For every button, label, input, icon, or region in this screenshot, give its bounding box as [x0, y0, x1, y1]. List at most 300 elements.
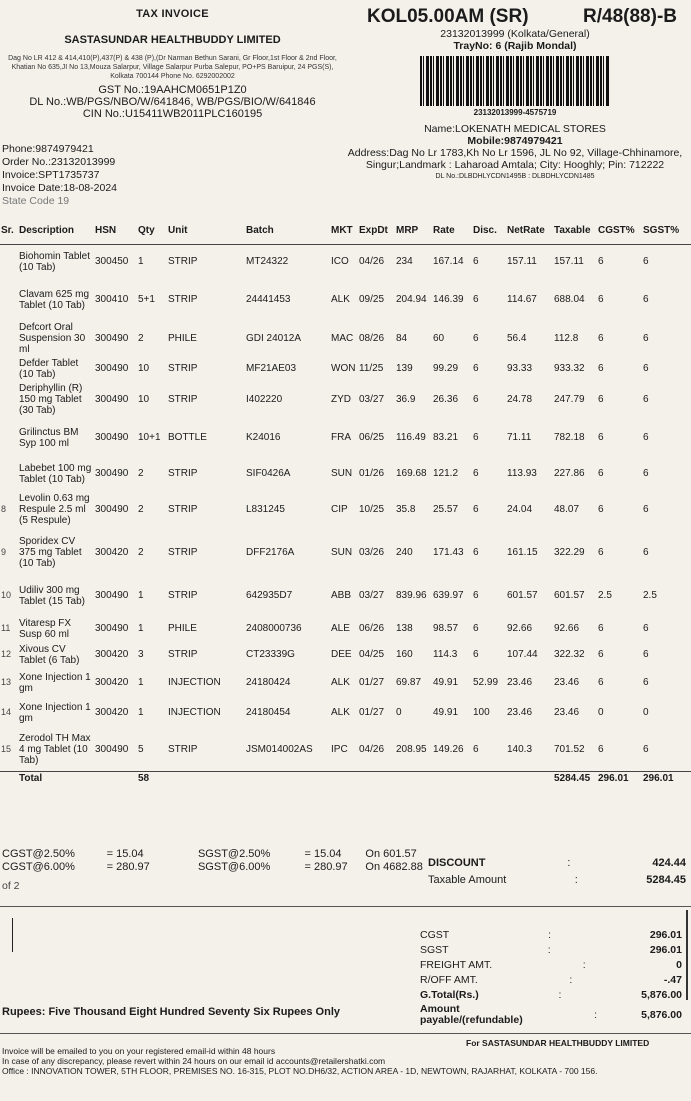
cell-batch: I402220: [246, 394, 283, 405]
cell-qty: 10: [138, 394, 150, 405]
cell-disc: 100: [473, 707, 490, 718]
cell-sr: 13: [1, 677, 12, 687]
cell-hsn: 300490: [95, 363, 129, 374]
cell-desc: Defder Tablet (10 Tab): [19, 357, 79, 380]
cell-qty: 5+1: [138, 294, 155, 305]
gst-number: GST No.:19AAHCM0651P1Z0: [98, 84, 247, 96]
tax-summary-cell: On 601.57: [365, 848, 417, 860]
cell-batch: 2408000736: [246, 623, 302, 634]
cell-exp: 06/26: [359, 623, 385, 634]
cell-unit: STRIP: [168, 649, 198, 660]
cell-net: 140.3: [507, 743, 533, 755]
cell-mrp: 0: [396, 707, 402, 718]
summary-colon: :: [548, 928, 551, 941]
taxable-row: [428, 871, 686, 888]
column-header: Qty: [137, 216, 167, 245]
cell-net: 24.04: [507, 504, 533, 515]
cell-sr: 14: [1, 707, 12, 717]
table-row: [0, 616, 691, 642]
cell-mkt: ABB: [331, 590, 352, 601]
tray-number: TrayNo: 6 (Rajib Mondal): [453, 40, 577, 52]
cell-unit: STRIP: [168, 294, 198, 305]
cin-number: CIN No.:U15411WB2011PLC160195: [82, 108, 263, 120]
cell-sgst: 6: [643, 363, 649, 374]
cell-disc: 6: [473, 363, 479, 374]
cell-unit: STRIP: [168, 547, 198, 558]
cell-taxable: 92.66: [554, 623, 580, 634]
taxable-value: 5284.45: [646, 873, 686, 886]
invoice-date: Invoice Date:18-08-2024: [2, 182, 117, 194]
column-header: NetRate: [506, 216, 553, 245]
items-table: [0, 216, 691, 785]
summary-value: 296.01: [649, 943, 682, 956]
column-header: Disc.: [472, 216, 506, 245]
cell-unit: STRIP: [168, 590, 198, 601]
summary-colon: :: [594, 1009, 598, 1021]
cell-mrp: 35.8: [396, 504, 416, 515]
total-cgst: 296.01: [597, 772, 642, 786]
column-header: MKT: [330, 216, 358, 245]
state-code: State Code 19: [2, 195, 70, 207]
summary-row: [420, 942, 682, 957]
cell-disc: 6: [473, 743, 479, 755]
cell-unit: PHILE: [168, 623, 197, 634]
tax-summary-cell: = 15.04: [106, 848, 144, 860]
pen-mark: [12, 918, 13, 952]
cell-mrp: 160: [396, 649, 413, 660]
cell-sgst: 6: [643, 332, 649, 344]
cell-mkt: ZYD: [331, 394, 351, 405]
total-sgst: 296.01: [642, 772, 691, 786]
cell-taxable: 227.86: [554, 468, 585, 479]
taxable-label: Taxable Amount: [428, 873, 507, 886]
cell-taxable: 933.32: [554, 363, 585, 374]
table-row: [0, 279, 691, 321]
cell-hsn: 300490: [95, 332, 129, 344]
cell-cgst: 6: [598, 649, 604, 660]
cell-disc: 6: [473, 256, 479, 268]
cell-hsn: 300410: [95, 294, 129, 305]
cell-cgst: 0: [598, 707, 604, 718]
cell-net: 24.78: [507, 394, 533, 405]
cell-exp: 03/27: [359, 590, 385, 601]
cell-mkt: SUN: [331, 468, 353, 479]
totals-block: [420, 927, 682, 1028]
cell-exp: 01/27: [359, 677, 385, 688]
table-row: [0, 458, 691, 490]
discount-block: [428, 854, 686, 888]
edge-mark: [686, 910, 688, 1000]
cell-desc: Xone Injection 1 gm: [19, 671, 91, 694]
cell-net: 23.46: [507, 677, 533, 688]
cell-qty: 2: [138, 332, 144, 344]
summary-label: Amount payable/(refundable): [420, 1003, 523, 1026]
cell-hsn: 300420: [95, 649, 129, 660]
cell-hsn: 300490: [95, 743, 129, 755]
cell-net: 107.44: [507, 649, 538, 660]
table-row: [0, 382, 691, 418]
tax-summary: [2, 848, 432, 874]
cell-qty: 1: [138, 590, 144, 601]
cell-mkt: IPC: [331, 743, 348, 755]
cell-qty: 10+1: [138, 432, 161, 443]
column-header: Sr.: [0, 216, 18, 245]
cell-cgst: 6: [598, 432, 604, 443]
cell-desc: Labebet 100 mg Tablet (10 Tab): [19, 462, 92, 485]
order-line: 23132013999 (Kolkata/General): [440, 28, 590, 40]
summary-value: 0: [676, 958, 682, 971]
cell-batch: CT23339G: [246, 649, 295, 660]
summary-colon: :: [569, 973, 573, 986]
cell-cgst: 6: [598, 256, 604, 268]
table-row: [0, 642, 691, 668]
cell-batch: MF21AE03: [246, 363, 297, 374]
cell-exp: 11/25: [359, 363, 384, 374]
cell-mrp: 208.95: [396, 743, 427, 755]
seller-name: SASTASUNDAR HEALTHBUDDY LIMITED: [64, 34, 281, 46]
tax-summary-cell: SGST@2.50%: [197, 848, 271, 860]
cell-rate: 167.14: [433, 256, 464, 268]
column-header: SGST%: [642, 216, 691, 245]
cell-sr: 9: [1, 547, 7, 557]
cell-cgst: 6: [598, 623, 604, 634]
cell-disc: 6: [473, 590, 479, 601]
cell-desc: Vitaresp FX Susp 60 ml: [19, 617, 72, 640]
cell-exp: 04/26: [359, 743, 385, 755]
summary-label: SGST: [420, 943, 449, 956]
total-qty: 58: [137, 772, 167, 786]
summary-label: CGST: [420, 928, 450, 941]
summary-value: -.47: [663, 973, 682, 986]
cell-taxable: 112.8: [554, 332, 579, 344]
cell-exp: 09/25: [359, 294, 385, 305]
cell-qty: 3: [138, 649, 144, 660]
cell-hsn: 300490: [95, 504, 129, 515]
cell-sgst: 6: [643, 468, 649, 479]
cell-qty: 2: [138, 468, 144, 479]
cell-net: 113.93: [507, 468, 537, 479]
table-header-row: [0, 216, 691, 245]
cell-batch: MT24322: [246, 256, 289, 268]
cell-mrp: 839.96: [396, 590, 427, 601]
table-row: [0, 698, 691, 728]
cell-cgst: 6: [598, 332, 604, 344]
column-header: ExpDt: [358, 216, 395, 245]
cell-disc: 52.99: [473, 677, 499, 688]
total-taxable: 5284.45: [553, 772, 597, 786]
cell-hsn: 300420: [95, 707, 129, 718]
cell-exp: 08/26: [359, 332, 385, 344]
barcode: [420, 56, 610, 106]
cell-taxable: 23.46: [554, 707, 580, 718]
cell-mkt: WON: [331, 363, 356, 374]
cell-mrp: 169.68: [396, 468, 427, 479]
discount-label: DISCOUNT: [428, 856, 486, 869]
cell-cgst: 6: [598, 294, 604, 305]
cell-sgst: 6: [643, 623, 649, 634]
page-indicator: of 2: [2, 880, 20, 892]
cell-desc: Levolin 0.63 mg Respule 2.5 ml (5 Respule): [19, 493, 90, 526]
cell-sgst: 6: [643, 547, 649, 558]
document-title: TAX INVOICE: [136, 8, 209, 20]
column-header: Rate: [432, 216, 472, 245]
cell-mkt: ALK: [331, 707, 350, 718]
cell-batch: JSM014002AS: [246, 743, 313, 755]
cell-net: 71.11: [507, 432, 532, 443]
cell-desc: Biohomin Tablet (10 Tab): [19, 250, 90, 273]
cell-taxable: 48.07: [554, 504, 580, 515]
summary-colon: :: [547, 943, 551, 956]
cell-desc: Grilinctus BM Syp 100 ml: [19, 426, 79, 449]
cell-cgst: 6: [598, 504, 604, 515]
cell-sgst: 6: [643, 256, 649, 268]
cell-unit: INJECTION: [168, 677, 221, 688]
cell-net: 23.46: [507, 707, 533, 718]
cell-mrp: 138: [396, 623, 413, 634]
cell-mkt: ALE: [331, 623, 350, 634]
route-code-right: R/48(88)-B: [583, 6, 677, 27]
summary-label: G.Total(Rs.): [420, 988, 479, 1001]
cell-rate: 98.57: [433, 623, 459, 634]
shipping-header: [345, 6, 685, 183]
discount-value: 424.44: [652, 856, 686, 869]
cell-exp: 01/26: [359, 468, 385, 479]
cell-batch: K24016: [246, 432, 281, 443]
cell-sgst: 6: [643, 294, 649, 305]
tax-summary-cell: = 280.97: [106, 861, 150, 873]
summary-row: [420, 972, 682, 987]
table-row: [0, 530, 691, 576]
cell-desc: Xivous CV Tablet (6 Tab): [19, 643, 80, 666]
cell-taxable: 157.11: [554, 256, 584, 268]
footer-line: Office : INNOVATION TOWER, 5TH FLOOR, PREMISES NO. 16-315, PLOT NO.DH6/32, ACTION AREA - 1D, NEWTOWN, RAJARHAT, KOLKATA - 700 156.: [2, 1066, 598, 1076]
summary-row: [420, 1002, 682, 1028]
cell-mrp: 240: [396, 547, 413, 558]
summary-label: R/OFF AMT.: [420, 973, 478, 986]
cell-qty: 2: [138, 547, 144, 558]
for-company: For SASTASUNDAR HEALTHBUDDY LIMITED: [466, 1038, 650, 1048]
table-row: [0, 245, 691, 279]
cell-hsn: 300490: [95, 590, 129, 601]
cell-desc: Xone Injection 1 gm: [19, 701, 91, 724]
column-header: Taxable: [553, 216, 597, 245]
cell-desc: Clavam 625 mg Tablet (10 Tab): [19, 288, 90, 311]
taxable-colon: :: [574, 873, 578, 886]
cell-qty: 1: [138, 623, 144, 634]
cell-mkt: ICO: [331, 256, 349, 268]
seller-header: [0, 8, 345, 120]
column-header: Unit: [167, 216, 245, 245]
cell-unit: PHILE: [168, 332, 197, 344]
ship-to: [345, 123, 685, 183]
cell-mrp: 234: [396, 256, 413, 268]
cell-unit: STRIP: [168, 743, 198, 755]
cell-rate: 49.91: [433, 677, 459, 688]
cell-cgst: 6: [598, 468, 604, 479]
cell-sr: [0, 418, 18, 458]
cell-disc: 6: [473, 504, 479, 515]
cell-disc: 6: [473, 332, 479, 344]
tax-summary-cell: SGST@6.00%: [197, 861, 271, 873]
discount-row: [428, 854, 686, 871]
cell-cgst: 6: [598, 394, 604, 405]
table-row: [0, 418, 691, 458]
cell-cgst: 6: [598, 677, 604, 688]
cell-rate: 146.39: [433, 294, 464, 305]
cell-sgst: 0: [643, 707, 649, 718]
discount-colon: :: [567, 856, 571, 869]
cell-unit: INJECTION: [168, 707, 221, 718]
cell-mkt: FRA: [331, 432, 351, 443]
cell-sr: [0, 279, 18, 321]
cell-rate: 25.57: [433, 504, 459, 515]
footer-line: In case of any discrepancy, please revert within 24 hours on our email id accounts@retailershatki.com: [2, 1056, 386, 1066]
cell-sr: 10: [1, 590, 12, 600]
cell-unit: STRIP: [168, 363, 198, 374]
cell-sr: [0, 458, 18, 490]
cell-net: 161.15: [507, 547, 538, 558]
tax-summary-cell: On 4682.88: [365, 861, 423, 873]
cell-mkt: ALK: [331, 294, 350, 305]
cell-sr: 11: [1, 623, 11, 633]
summary-row: [420, 957, 682, 972]
summary-colon: :: [582, 958, 586, 971]
cell-cgst: 2.5: [598, 590, 612, 601]
table-row: [0, 490, 691, 530]
cell-rate: 99.29: [433, 363, 459, 374]
cell-mrp: 69.87: [396, 677, 422, 688]
cell-rate: 49.91: [433, 707, 459, 718]
divider: [0, 906, 691, 907]
column-header: MRP: [395, 216, 432, 245]
cell-sr: [0, 245, 18, 279]
summary-value: 296.01: [649, 928, 682, 941]
table-row: [0, 668, 691, 698]
cell-rate: 26.36: [433, 394, 459, 405]
cell-sgst: 6: [643, 432, 649, 443]
cell-batch: GDI 24012A: [246, 332, 302, 344]
customer-address: Address:Dag No Lr 1783,Kh No Lr 1596, JL No 92, Village-Chhinamore, Singur;Landmark : Laharoad Amtala; City: Hooghly; Pin: 712222: [347, 147, 683, 171]
cell-hsn: 300450: [95, 256, 129, 268]
footer-notes: [2, 1046, 597, 1076]
cell-exp: 03/27: [359, 394, 385, 405]
cell-batch: 24180424: [246, 677, 291, 688]
cell-sgst: 6: [643, 677, 649, 688]
cell-disc: 6: [473, 294, 479, 305]
cell-taxable: 601.57: [554, 590, 585, 601]
cell-disc: 6: [473, 432, 479, 443]
tax-summary-row: [2, 848, 432, 861]
cell-net: 114.67: [507, 294, 537, 305]
cell-cgst: 6: [598, 547, 604, 558]
cell-mkt: CIP: [331, 504, 348, 515]
customer-mobile: Mobile:9874979421: [467, 135, 563, 147]
cell-net: 157.11: [507, 256, 537, 268]
cell-sr: 15: [1, 743, 12, 754]
cell-hsn: 300490: [95, 394, 129, 405]
cell-taxable: 688.04: [554, 294, 585, 305]
cell-taxable: 701.52: [554, 743, 585, 755]
cell-desc: Udiliv 300 mg Tablet (15 Tab): [19, 584, 85, 607]
column-header: Description: [18, 216, 94, 245]
tax-summary-cell: = 15.04: [304, 848, 342, 860]
phone: Phone:9874979421: [2, 143, 94, 155]
cell-taxable: 782.18: [554, 432, 585, 443]
cell-disc: 6: [473, 649, 479, 660]
cell-net: 56.4: [507, 332, 527, 344]
cell-rate: 149.26: [433, 743, 464, 755]
cell-sr: [0, 321, 18, 356]
cell-rate: 639.97: [433, 590, 464, 601]
invoice-number: Invoice:SPT1735737: [2, 169, 100, 181]
cell-mkt: ALK: [331, 677, 350, 688]
summary-value: 5,876.00: [641, 1009, 682, 1021]
cell-mrp: 204.94: [396, 294, 427, 305]
cell-sr: 12: [1, 649, 12, 659]
table-row: [0, 576, 691, 616]
footer-line: Invoice will be emailed to you on your registered email-id within 48 hours: [2, 1046, 276, 1056]
cell-batch: 24441453: [246, 294, 291, 305]
order-number: Order No.:23132013999: [2, 156, 116, 168]
summary-row: [420, 927, 682, 942]
table-row: [0, 321, 691, 356]
customer-name: Name:LOKENATH MEDICAL STORES: [424, 123, 606, 135]
tax-summary-cell: CGST@6.00%: [2, 861, 75, 873]
cell-qty: 1: [138, 677, 144, 688]
cell-disc: 6: [473, 394, 479, 405]
cell-taxable: 23.46: [554, 677, 580, 688]
cell-unit: STRIP: [168, 394, 198, 405]
tax-summary-row: [2, 861, 432, 874]
cell-unit: STRIP: [168, 468, 198, 479]
summary-row: [420, 987, 682, 1002]
cell-exp: 01/27: [359, 707, 385, 718]
total-label: Total: [18, 772, 94, 786]
cell-disc: 6: [473, 623, 479, 634]
cell-desc: Sporidex CV 375 mg Tablet (10 Tab): [19, 536, 82, 569]
tax-summary-cell: = 280.97: [304, 861, 348, 873]
cell-sr: [0, 382, 18, 418]
cell-hsn: 300420: [95, 677, 129, 688]
cell-disc: 6: [473, 468, 479, 479]
cell-unit: STRIP: [168, 256, 198, 268]
cell-hsn: 300490: [95, 432, 129, 443]
cell-mrp: 36.9: [396, 394, 416, 405]
cell-exp: 10/25: [359, 504, 385, 515]
cell-qty: 1: [138, 707, 144, 718]
cell-taxable: 247.79: [554, 394, 585, 405]
summary-value: 5,876.00: [641, 988, 682, 1001]
cell-taxable: 322.32: [554, 649, 585, 660]
cell-rate: 121.2: [433, 468, 459, 479]
cell-sgst: 6: [643, 504, 649, 515]
cell-hsn: 300490: [95, 468, 129, 479]
cell-rate: 114.3: [433, 649, 458, 660]
cell-qty: 2: [138, 504, 144, 515]
cell-net: 93.33: [507, 363, 533, 374]
cell-exp: 04/25: [359, 649, 385, 660]
cell-net: 92.66: [507, 623, 533, 634]
tax-summary-cell: CGST@2.50%: [2, 848, 75, 860]
cell-batch: DFF2176A: [246, 547, 295, 558]
cell-hsn: 300490: [95, 623, 129, 634]
summary-label: FREIGHT AMT.: [420, 958, 493, 971]
cell-mrp: 84: [396, 332, 408, 344]
cell-qty: 10: [138, 363, 150, 374]
cell-sgst: 6: [643, 743, 649, 755]
cell-mrp: 116.49: [396, 432, 426, 443]
route-code: [345, 6, 685, 28]
